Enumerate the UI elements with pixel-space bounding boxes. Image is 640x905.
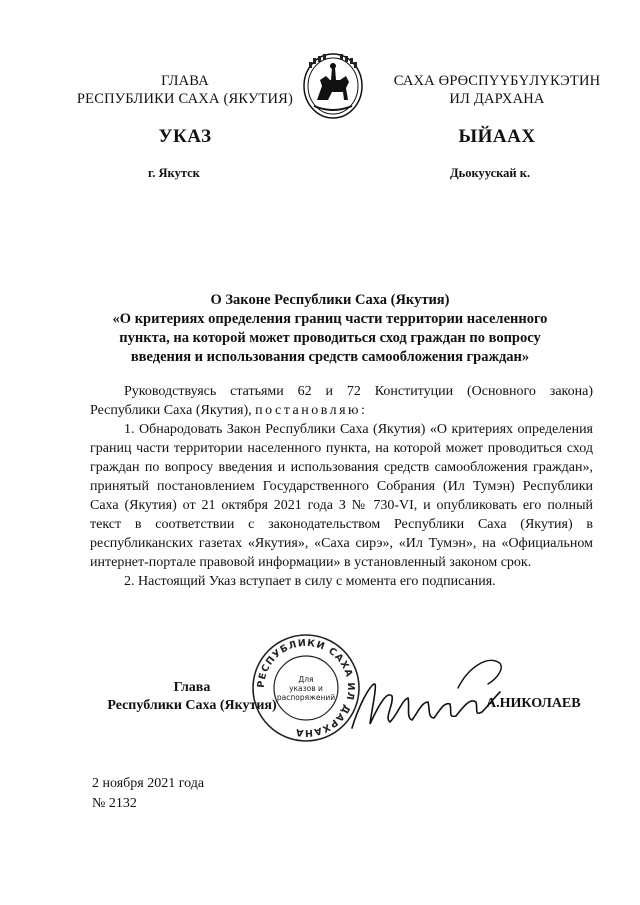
intro-text: Руководствуясь статьями 62 и 72 Конституции (Основного закона) Республики Саха (Якутия), xyxy=(90,384,593,418)
seal-ring-text: РЕСПУБЛИКИ САХА ИЛ ДАРХАНА xyxy=(255,637,357,739)
signatory-position-line2: Республики Саха (Якутия) xyxy=(107,698,277,713)
doc-type-sakha: ЫЙААХ xyxy=(458,126,536,147)
clause-1: 1. Обнародовать Закон Республики Саха (Якутия) «О критериях определения границ части территории населенного пункта, на которой может проводиться сход граждан по вопросу введения и использования средств самообложения граждан», принятый постановлением Государственного Собрания (Ил Тумэн) Республики Саха (Якутия) от 21 октября 2021 года З № 730-VI, и опубликовать его полный текст в соответствии с законодательством Республики Саха (Якутия) в республиканских газетах «Якутия», «Саха сирэ», «Ил Тумэн», на «Официальном интернет-портале правовой информации» в установленный законом срок. xyxy=(90,422,593,570)
signatory-name: А.НИКОЛАЕВ xyxy=(486,696,581,711)
header-left-line1: ГЛАВА xyxy=(161,73,209,89)
resolve-word: постановляю: xyxy=(255,403,368,418)
header-right-authority xyxy=(382,72,612,108)
coat-of-arms-icon xyxy=(302,50,364,120)
decree-date-number xyxy=(92,774,204,814)
city-sakha: Дьокуускай к. xyxy=(450,166,531,180)
header-right-line2: ИЛ ДАРХАНА xyxy=(449,91,545,107)
title-line3: пункта, на которой может проводиться сход граждан по вопросу xyxy=(119,330,541,346)
title-line2: «О критериях определения границ части территории населенного xyxy=(112,311,548,327)
title-line1: О Законе Республики Саха (Якутия) xyxy=(210,292,450,308)
intro-paragraph xyxy=(90,382,593,420)
title-line4: введения и использования средств самообложения граждан» xyxy=(130,349,530,365)
signatory-position-line1: Глава xyxy=(173,680,211,695)
clause-2: 2. Настоящий Указ вступает в силу с момента его подписания. xyxy=(124,574,496,589)
seal-center-line1: Для xyxy=(298,675,314,684)
seal-center-line2: указов и xyxy=(289,684,323,693)
doc-type-ru: УКАЗ xyxy=(158,126,212,147)
city-ru: г. Якутск xyxy=(148,166,200,180)
decree-number: № 2132 xyxy=(92,796,137,811)
decree-title xyxy=(80,291,580,367)
handwritten-signature-icon xyxy=(348,648,518,738)
seal-center-line3: распоряжений xyxy=(276,693,336,702)
decree-body xyxy=(90,382,593,591)
header-left-authority xyxy=(75,72,295,108)
official-seal-icon xyxy=(250,632,362,744)
header-left-line2: РЕСПУБЛИКИ САХА (ЯКУТИЯ) xyxy=(76,91,294,107)
decree-date: 2 ноября 2021 года xyxy=(92,776,205,791)
header-right-line1: САХА ӨРӨСПҮҮБҮЛҮКЭТИН xyxy=(393,73,601,89)
